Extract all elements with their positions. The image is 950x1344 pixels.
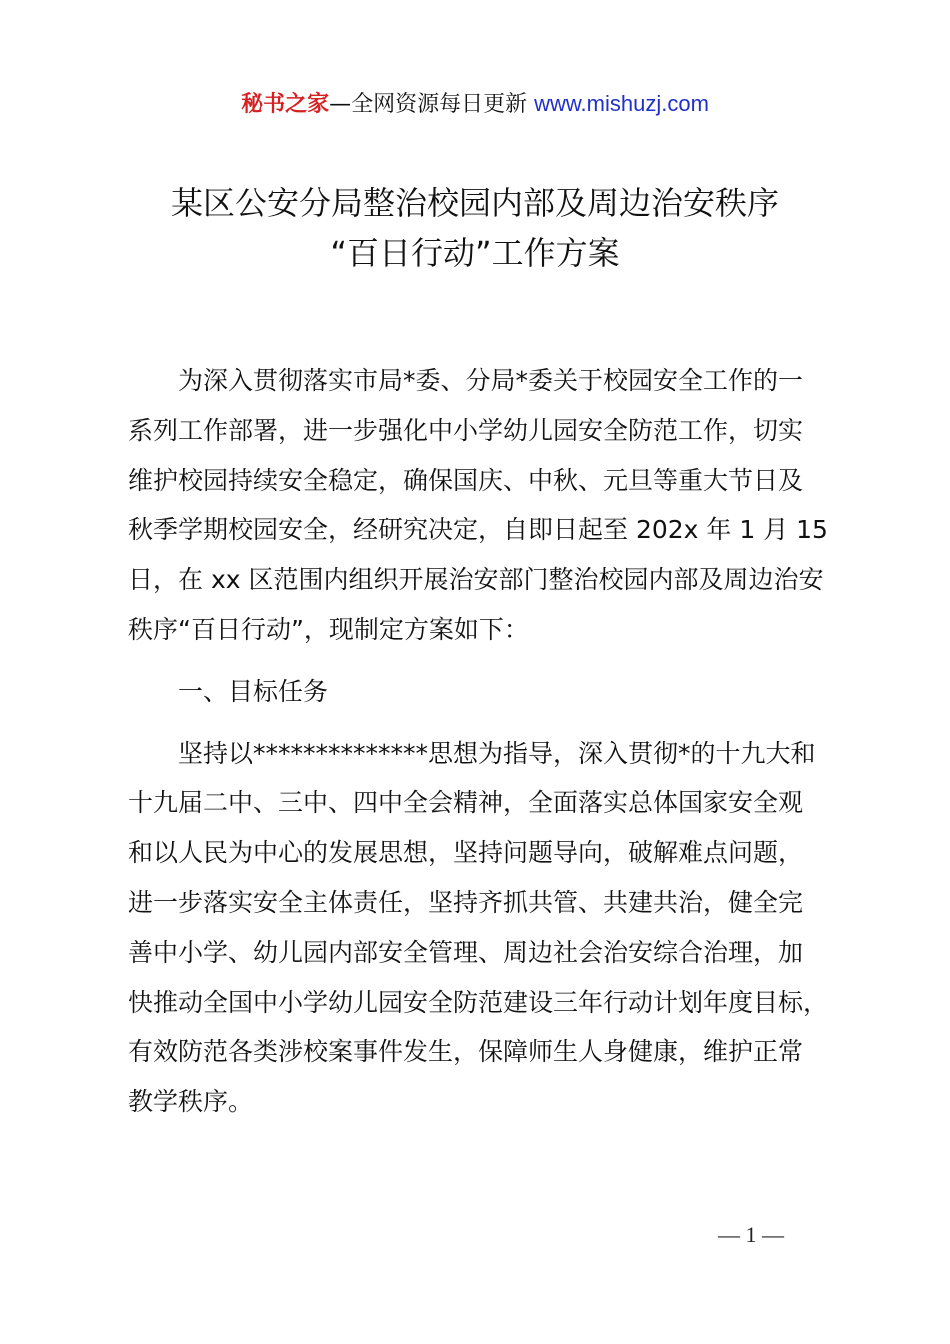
brand-name: 秘书之家 [241,92,330,117]
tagline: —全网资源每日更新 [329,92,535,117]
site-watermark-header [0,88,950,121]
document-body [128,356,836,1127]
title-line-1: 某区公安分局整治校园内部及周边治安秩序 [170,184,779,222]
paragraph-line: 为深入贯彻落实市局*委、分局*委关于校园安全工作的一 [178,366,804,395]
paragraph-line: 系列工作部署，进一步强化中小学幼儿园安全防范工作，切实 [128,415,804,445]
paragraph-line: 有效防范各类涉校案事件发生，保障师生人身健康，维护正常 [128,1037,804,1067]
paragraph-line: 快推动全国中小学幼儿园安全防范建设三年行动计划年度目标， [128,987,829,1017]
paragraph-line: 秋季学期校园安全，经研究决定，自即日起至 202x 年 1 月 15 [128,515,828,545]
paragraph-line: 日，在 xx 区范围内组织开展治安部门整治校园内部及周边治安 [128,565,824,595]
paragraph-line: 进一步落实安全主体责任，坚持齐抓共管、共建共治，健全完 [128,887,804,917]
section-heading: 一、目标任务 [178,676,329,706]
paragraph-line: 坚持以**************思想为指导，深入贯彻*的十九大和 [178,738,816,768]
paragraph-line: 教学秩序。 [128,1087,254,1117]
paragraph-line: 善中小学、幼儿园内部安全管理、周边社会治安综合治理，加 [128,937,804,967]
title-line-2: “百日行动”工作方案 [330,234,620,272]
paragraph-line: 和以人民为中心的发展思想，坚持问题导向，破解难点问题， [128,838,804,868]
document-title [0,178,950,278]
website-url: www.mishuzj.com [534,91,709,116]
paragraph-line: 十九届二中、三中、四中全会精神，全面落实总体国家安全观 [128,788,804,818]
page-number: — 1 — [718,1222,784,1247]
paragraph-line: 秩序“百日行动”，现制定方案如下： [128,614,529,644]
paragraph-line: 维护校园持续安全稳定，确保国庆、中秋、元旦等重大节日及 [128,465,804,495]
